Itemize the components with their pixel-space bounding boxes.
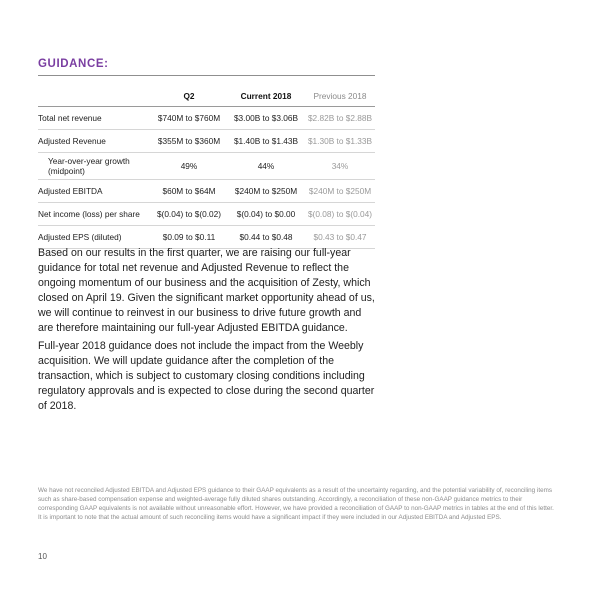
table-cell: $1.30B to $1.33B: [305, 130, 375, 153]
table-header-row: [38, 86, 375, 107]
row-label: Adjusted Revenue: [38, 130, 151, 153]
table-cell: $1.40B to $1.43B: [227, 130, 305, 153]
heading-divider: [38, 75, 375, 76]
header-cell-current: Current 2018: [227, 86, 305, 107]
table-cell: $240M to $250M: [305, 180, 375, 203]
table-row: [38, 107, 375, 130]
footnote: We have not reconciled Adjusted EBITDA and Adjusted EPS guidance to their GAAP equivalents as a result of the uncertainty regarding, and the potential variability of, reconciling items such as share-based compensation expense and weighted-average fully diluted shares outstanding. Accordingly, a reconciliation of these non-GAAP guidance metrics to their corresponding GAAP equivalents is not available without unreasonable effort. However, we have provided a reconciliation of GAAP to non-GAAP metrics in tables at the end of this letter. It is important to note that the actual amount of such reconciling items would have a significant impact if they were included in our Adjusted EBITDA and Adjusted EPS.: [38, 487, 554, 521]
table-row: [38, 153, 375, 180]
table-row: [38, 180, 375, 203]
table-cell: $3.00B to $3.06B: [227, 107, 305, 130]
row-label: Adjusted EBITDA: [38, 180, 151, 203]
row-label: Net income (loss) per share: [38, 203, 151, 226]
row-label: Year-over-year growth (midpoint): [38, 153, 151, 180]
header-cell-q2: Q2: [151, 86, 227, 107]
section-heading: GUIDANCE:: [38, 58, 109, 70]
table-cell: $0.44 to $0.48: [227, 226, 305, 249]
table-cell: $(0.04) to $0.00: [227, 203, 305, 226]
guidance-table: [38, 86, 375, 249]
table-cell: $355M to $360M: [151, 130, 227, 153]
table-cell: 49%: [151, 153, 227, 180]
table-cell: 34%: [305, 153, 375, 180]
row-label: Total net revenue: [38, 107, 151, 130]
row-label: Adjusted EPS (diluted): [38, 226, 151, 249]
weebly-paragraph: Full-year 2018 guidance does not include the impact from the Weebly acquisition. We will update guidance after the completion of the transaction, which is subject to customary closing conditions including regulatory approvals and is expected to close during the second quarter of 2018.: [38, 340, 375, 412]
table-cell: $240M to $250M: [227, 180, 305, 203]
header-cell-previous: Previous 2018: [305, 86, 375, 107]
table-cell: $60M to $64M: [151, 180, 227, 203]
guidance-paragraph: Based on our results in the first quarter, we are raising our full-year guidance for total net revenue and Adjusted Revenue to reflect the ongoing momentum of our business and the acquisition of Zesty, which closed on April 19. Given the significant market opportunity ahead of us, we will continue to reinvest in our business to drive future growth and are therefore maintaining our full-year Adjusted EBITDA guidance.: [38, 247, 375, 334]
table-cell: $(0.08) to $(0.04): [305, 203, 375, 226]
page-number: 10: [38, 552, 47, 561]
table-cell: $740M to $760M: [151, 107, 227, 130]
table-row: [38, 130, 375, 153]
table-cell: $(0.04) to $(0.02): [151, 203, 227, 226]
table-cell: $0.09 to $0.11: [151, 226, 227, 249]
header-cell: [38, 86, 151, 107]
table-cell: $2.82B to $2.88B: [305, 107, 375, 130]
table-row: [38, 203, 375, 226]
table-cell: $0.43 to $0.47: [305, 226, 375, 249]
table-cell: 44%: [227, 153, 305, 180]
